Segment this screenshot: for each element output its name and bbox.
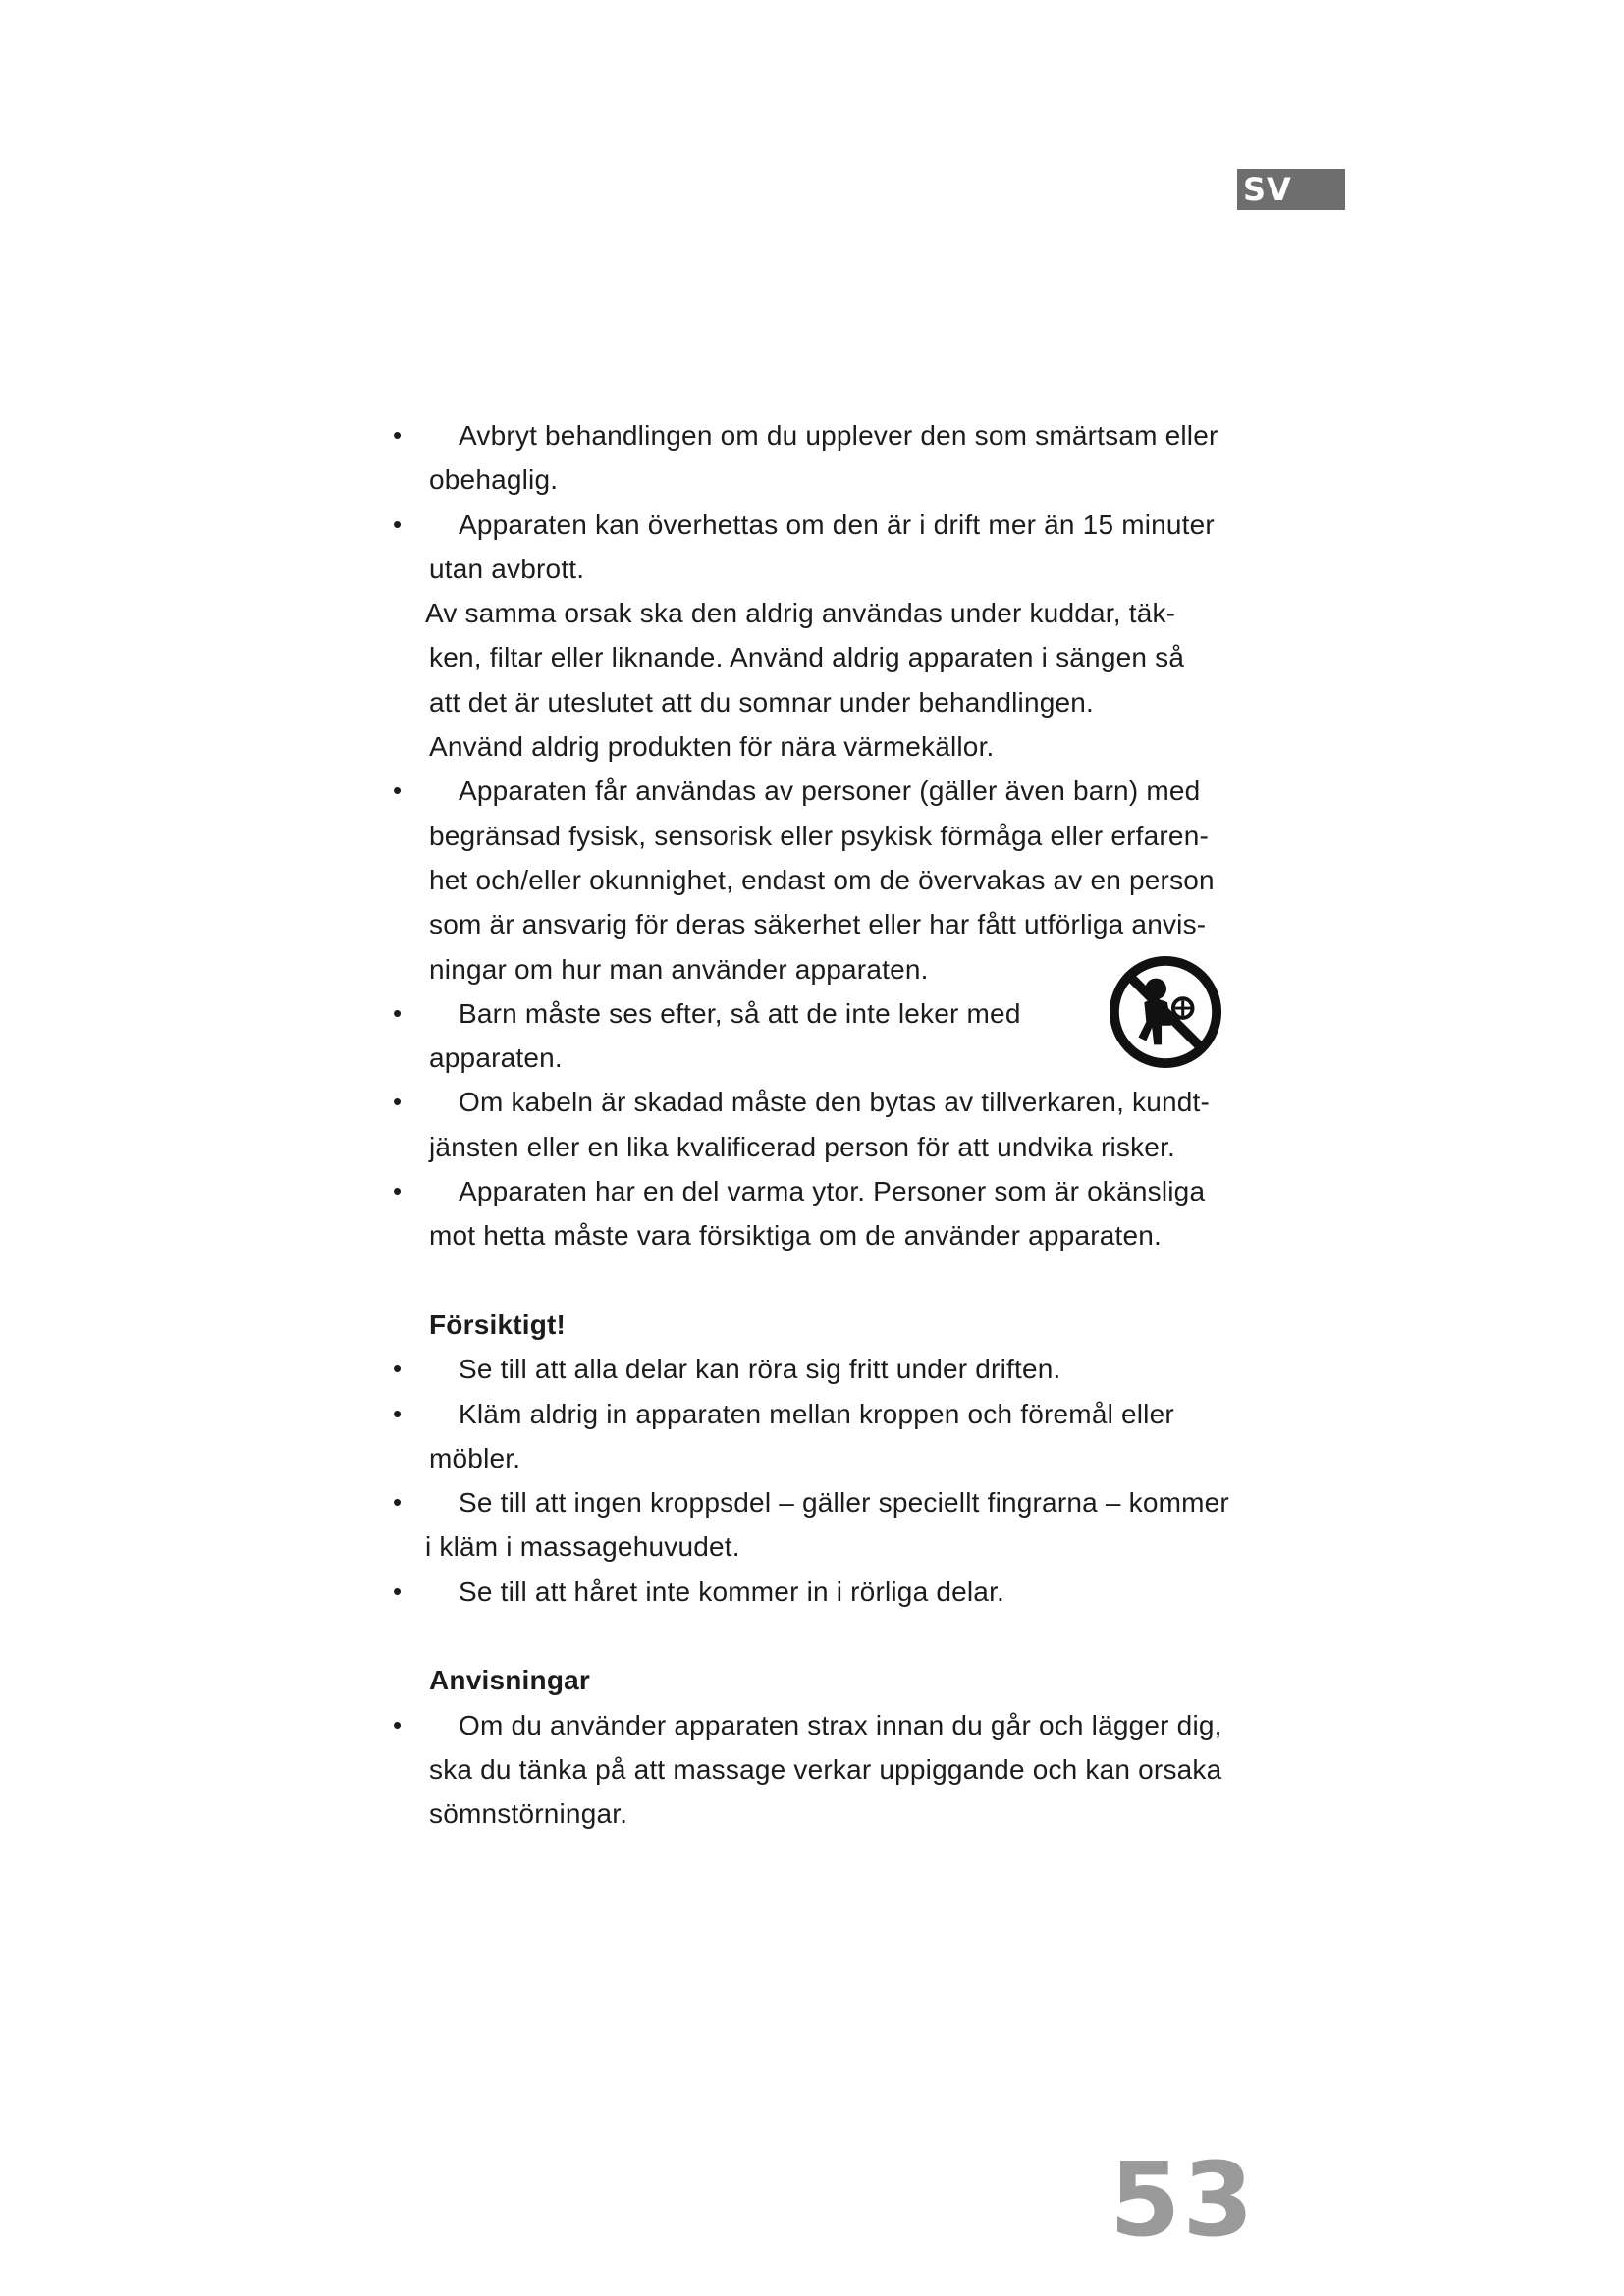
text-line: begränsad fysisk, sensorisk eller psykisk förmåga eller erfaren- [429, 820, 1209, 851]
bullet-icon: • [393, 508, 403, 539]
bullet-icon: • [393, 1487, 403, 1518]
section-heading-caution: Försiktigt! [429, 1308, 567, 1340]
text-line: Om kabeln är skadad måste den bytas av tillverkaren, kundt- [459, 1087, 1211, 1118]
text-line: Apparaten har en del varma ytor. Personer som är okänsliga [459, 1176, 1206, 1207]
list-item [393, 769, 1276, 813]
text-line: sömnstörningar. [429, 1798, 628, 1830]
main-content [393, 413, 1276, 1837]
text-line: Apparaten får användas av personer (gäller även barn) med [459, 775, 1201, 807]
text-line: möbler. [429, 1442, 521, 1473]
list-item [393, 1169, 1276, 1213]
text-line: jänsten eller en lika kvalificerad person för att undvika risker. [429, 1131, 1176, 1162]
text-line: Se till att ingen kroppsdel – gäller speciellt fingrarna – kommer [459, 1487, 1229, 1519]
bullet-icon: • [393, 775, 403, 806]
list-item [393, 413, 1276, 457]
text-line: Se till att alla delar kan röra sig fritt under driften. [459, 1354, 1061, 1385]
text-line: att det är uteslutet att du somnar under behandlingen. [429, 686, 1095, 718]
language-tab: SV [1237, 169, 1345, 210]
text-line: het och/eller okunnighet, endast om de övervakas av en person [429, 864, 1215, 895]
bullet-icon: • [393, 1709, 403, 1739]
bullet-icon: • [393, 1087, 403, 1117]
text-line: Avbryt behandlingen om du upplever den som smärtsam eller [459, 420, 1218, 451]
list-item [393, 1570, 1276, 1614]
list-item [393, 1080, 1276, 1124]
text-line: obehaglig. [429, 464, 559, 496]
text-line: Kläm aldrig in apparaten mellan kroppen och föremål eller [459, 1398, 1174, 1429]
bullet-icon: • [393, 1354, 403, 1384]
list-item [393, 503, 1276, 547]
text-line: apparaten. [429, 1042, 563, 1074]
text-line: Apparaten kan överhettas om den är i drift mer än 15 minuter [459, 508, 1215, 540]
text-line: ken, filtar eller liknande. Använd aldrig apparaten i sängen så [429, 642, 1185, 673]
list-item [393, 1392, 1276, 1436]
bullet-icon: • [393, 1398, 403, 1428]
text-line: i kläm i massagehuvudet. [425, 1531, 740, 1563]
bullet-icon: • [393, 997, 403, 1028]
text-line: Barn måste ses efter, så att de inte leker med [459, 997, 1021, 1029]
text-line: Se till att håret inte kommer in i rörliga delar. [459, 1575, 1005, 1607]
text-line: som är ansvarig för deras säkerhet eller har fått utförliga anvis- [429, 909, 1207, 940]
text-line: ska du tänka på att massage verkar uppiggande och kan orsaka [429, 1753, 1222, 1785]
text-line: mot hetta måste vara försiktiga om de använder apparaten. [429, 1220, 1163, 1252]
no-children-playing-icon [1108, 954, 1223, 1070]
text-line: Om du använder apparaten strax innan du går och lägger dig, [459, 1709, 1222, 1740]
section-heading-notes: Anvisningar [429, 1665, 591, 1696]
text-line: Använd aldrig produkten för nära värmekällor. [429, 731, 995, 763]
page-number: 53 [1110, 2140, 1256, 2260]
bullet-icon: • [393, 1575, 403, 1606]
bullet-icon: • [393, 420, 403, 450]
list-item [393, 1703, 1276, 1747]
list-item [393, 1347, 1276, 1391]
text-line: ningar om hur man använder apparaten. [429, 953, 929, 985]
text-line: Av samma orsak ska den aldrig användas under kuddar, täk- [425, 598, 1176, 629]
text-line: utan avbrott. [429, 553, 585, 584]
bullet-icon: • [393, 1176, 403, 1206]
list-item [393, 1480, 1276, 1524]
